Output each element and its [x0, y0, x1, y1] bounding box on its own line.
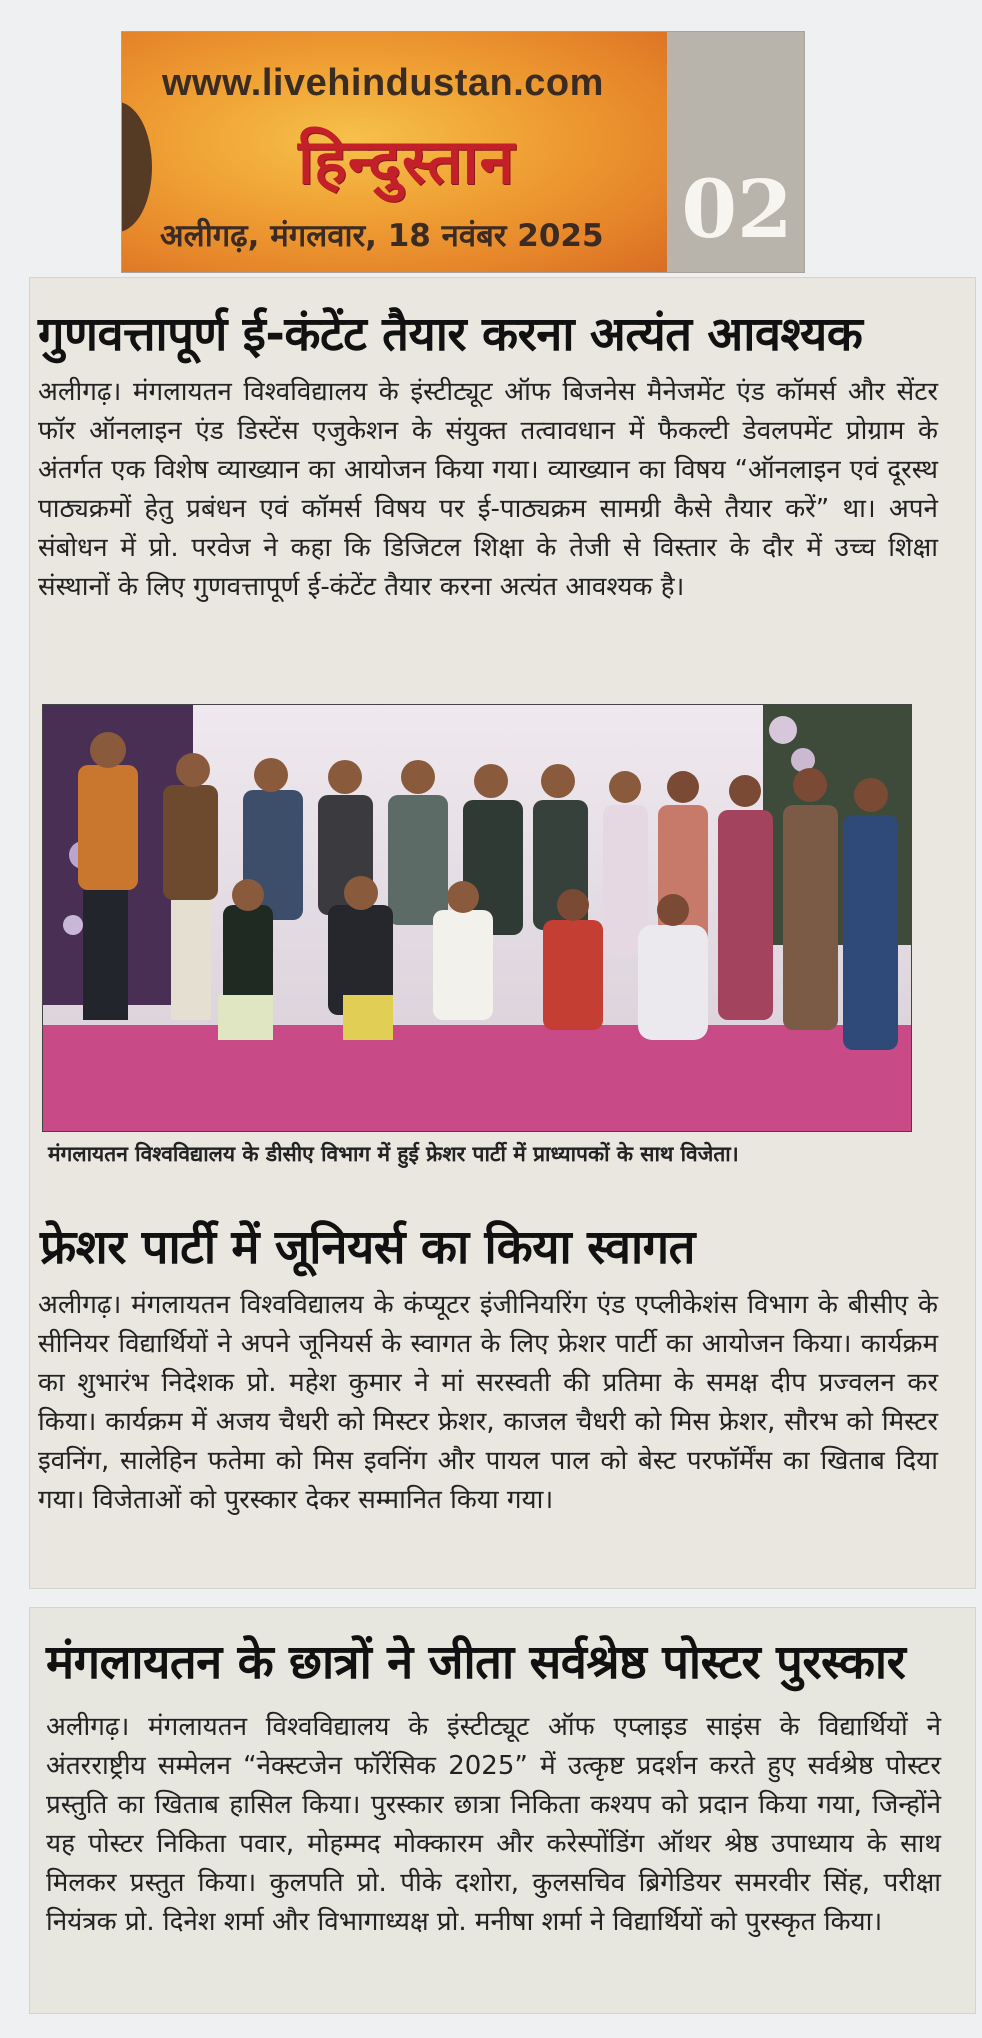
- news-clipping-main: [30, 278, 975, 1588]
- headline-poster-award: मंगलायतन के छात्रों ने जीता सर्वश्रेष्ठ पोस्टर पुरस्कार: [46, 1635, 906, 1690]
- newspaper-logo: हिन्दुस्तान: [298, 125, 515, 198]
- group-photo: [42, 704, 912, 1132]
- news-clipping-poster-award: [30, 1608, 975, 2013]
- masthead-swoosh-shape: [122, 102, 152, 232]
- article-body-fresher-party: अलीगढ़। मंगलायतन विश्वविद्यालय के कंप्यूटर इंजीनियरिंग एंड एप्लीकेशंस विभाग के बीसीए के सीनियर विद्यार्थियों ने अपने जूनियर्स के स्वागत के लिए फ्रेशर पार्टी का आयोजन किया। कार्यक्रम का शुभारंभ निदेशक प्रो. महेश कुमार ने मां सरस्वती की प्रतिमा के समक्ष दीप प्रज्वलन कर किया। कार्यक्रम में अजय चैधरी को मिस्टर फ्रेशर, काजल चैधरी को मिस फ्रेशर, सौरभ को मिस्टर इवनिंग, सालेहिन फतेमा को मिस इवनिंग और पायल पाल को बेस्ट परफॉर्मेंस का खिताब दिया गया। विजेताओं को पुरस्कार देकर सम्मानित किया गया।: [38, 1290, 938, 1515]
- headline-econtent: गुणवत्तापूर्ण ई-कंटेंट तैयार करना अत्यंत आवश्यक: [38, 307, 863, 362]
- masthead-url: www.livehindustan.com: [162, 62, 604, 104]
- masthead: [122, 32, 804, 272]
- article-body-poster-award: अलीगढ़। मंगलायतन विश्वविद्यालय के इंस्टीट्यूट ऑफ एप्लाइड साइंस के विद्यार्थियों ने अंतरराष्ट्रीय सम्मेलन “नेक्स्टजेन फॉरेंसिक 2025” में उत्कृष्ट प्रदर्शन करते हुए सर्वश्रेष्ठ पोस्टर प्रस्तुति का खिताब हासिल किया। पुरस्कार छात्रा निकिता कश्यप को प्रदान किया गया, जिन्होंने यह पोस्टर निकिता पवार, मोहम्मद मोक्कारम और करेस्पोंडिंग ऑथर श्रेष्ठ उपाध्याय के साथ मिलकर प्रस्तुत किया। कुलपति प्रो. पीके दशोरा, कुलसचिव ब्रिगेडियर समरवीर सिंह, परीक्षा नियंत्रक प्रो. दिनेश शर्मा और विभागाध्यक्ष प्रो. मनीषा शर्मा ने विद्यार्थियों को पुरस्कृत किया।: [46, 1712, 941, 1937]
- masthead-banner: [122, 32, 667, 272]
- article-body-econtent: अलीगढ़। मंगलायतन विश्वविद्यालय के इंस्टीट्यूट ऑफ बिजनेस मैनेजमेंट एंड कॉमर्स और सेंटर फॉर ऑनलाइन एंड डिस्टेंस एजुकेशन के संयुक्त तत्वावधान में फैकल्टी डेवलपमेंट प्रोग्राम के अंतर्गत एक विशेष व्याख्यान का आयोजन किया गया। व्याख्यान का विषय “ऑनलाइन एवं दूरस्थ पाठ्यक्रमों हेतु प्रबंधन एवं कॉमर्स विषय पर ई-पाठ्यक्रम सामग्री कैसे तैयार करें” था। अपने संबोधन में प्रो. परवेज ने कहा कि डिजिटल शिक्षा के तेजी से विस्तार के दौर में उच्च शिक्षा संस्थानों के लिए गुणवत्तापूर्ण ई-कंटेंट तैयार करना अत्यंत आवश्यक है।: [38, 377, 938, 602]
- group-photo-illustration: [43, 705, 911, 1131]
- photo-caption: मंगलायतन विश्वविद्यालय के डीसीए विभाग में हुई फ्रेशर पार्टी में प्राध्यापकों के साथ विजेता।: [48, 1142, 739, 1166]
- page-number: 02: [681, 162, 793, 256]
- masthead-date: अलीगढ़, मंगलवार, 18 नवंबर 2025: [160, 218, 604, 254]
- headline-fresher-party: फ्रेशर पार्टी में जूनियर्स का किया स्वागत: [40, 1220, 695, 1275]
